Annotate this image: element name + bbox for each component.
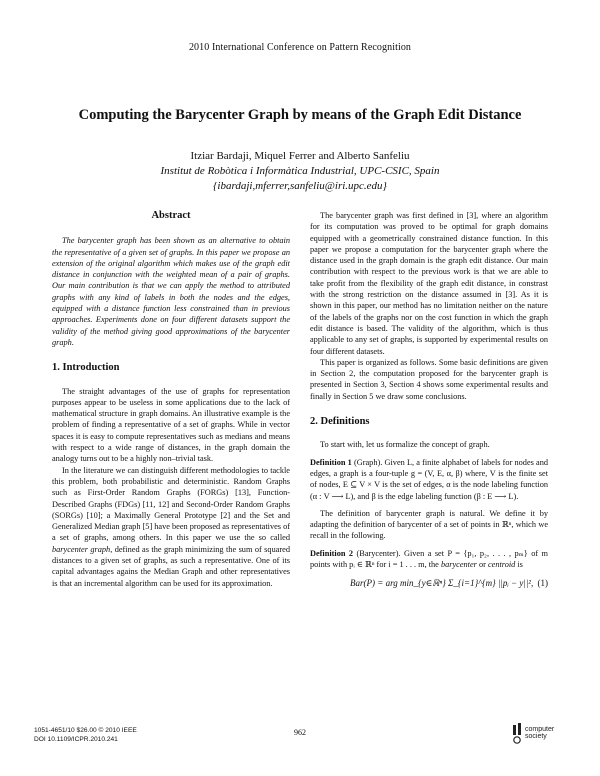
definition-2: [310, 548, 548, 571]
definition-2-mid: or: [476, 560, 488, 570]
computer-society-emblem-icon: [511, 723, 525, 745]
intro-paragraph-1: The straight advantages of the use of graphs for representation purposes appear to be useless in some applications due to the lack of mathematical structure in graph domains. An illustrative example is the problem of finding a representative of a set of graphs. While in vector spaces it is easy to compute representatives such as medians and means with respect to a wide range of distances, in the graph domain the analogy turns out to be a highly non–trivial task.: [52, 386, 290, 464]
definition-2-em-centroid: centroid: [487, 560, 516, 570]
footer-doi: DOI 10.1109/ICPR.2010.241: [34, 736, 118, 743]
conference-header: 2010 International Conference on Pattern Recognition: [188, 42, 412, 53]
logo-text-line-1: computer: [525, 726, 555, 733]
equation-1-body: Bar(P) = arg min_{y∈ℝⁿ} Σ_{i=1}^{m} ||pᵢ − y||²,: [350, 578, 534, 589]
definitions-intro: To start with, let us formalize the concept of graph.: [320, 440, 490, 450]
definition-2-text-b: is: [515, 560, 523, 570]
definition-2-em-barycenter: barycenter: [440, 560, 477, 570]
right-column: [310, 210, 548, 592]
equation-1: [310, 578, 548, 589]
right-paragraph-1: The barycenter graph was first defined in [3], where an algorithm for its computation was proved to be optimal for graph domains equipped with a geometrically constrained distance function. In this paper we propose a computation for the barycenter graph where the distance used in the graph domain is the graph edit distance. Our main contribution with respect to the previous work is that we are able to take profit from the flexibility of the graph edit distance, in constrast with the strong restriction on the distance assumed in [3]. As it is shown in this paper, our method has no limitation neither on the nature of the labels of the graphs nor on the cost function in which the graph edit distance is based. The validity of the algorithm, which is thus applicable to any set of graphs, is supported by experimental results on four different datasets.: [310, 211, 548, 356]
definition-2-name: (Barycenter).: [353, 548, 404, 558]
intro-p2-part-a: In the literature we can distinguish different methodologies to tackle this problem, both probabilistic and deterministic. Random Graphs such as First-Order Random Graphs (FORGs) [13], Function-Described Graphs (FDGs) [11, 12] and Second-Order Random Graphs (SORGs) [10]; a Maximally General Prototype [2] and the Set and Generalized Median graph [5] have been proposed as representatives of a set of graphs, among others. In this paper we use the so called: [52, 465, 290, 543]
logo-text: [525, 726, 554, 740]
paper-title: Computing the Barycenter Graph by means of the Graph Edit Distance: [78, 107, 522, 123]
definition-2-text-a: Given a set P = {p₁, p₂, . . . , pₘ} of m points with pᵢ ∈ ℝⁿ for i = 1 . . . m, the: [310, 548, 549, 570]
intro-p2-emphasis: barycenter graph: [52, 544, 111, 554]
intro-p2-part-b: , defined as the graph minimizing the sum of squared distances to a given set of graphs, as such a representative. One of its capital advantages agains the Median Graph and other representatives is that an incremental algorithm can be used for its approximation.: [52, 544, 290, 588]
definition-1: [310, 457, 548, 502]
abstract-text: The barycenter graph has been shown as an alternative to obtain the representative of a given set of graphs. In this paper we propose an extension of the original algorithm which makes use of the graph edit distance in conjunction with the weighted mean of a pair of graphs. Our main contribution is that we can apply the method to attributed graphs with any kind of labels in both the nodes and the edges, equipped with a distance function less constrained than in previous approaches. Experiments done on four different datasets support the validity of the method giving good approximations of the barycenter graph.: [52, 236, 290, 347]
page-number: 962: [294, 728, 306, 737]
left-column: [52, 210, 290, 589]
right-paragraph-2: This paper is organized as follows. Some basic definitions are given in Section 2, the computation proposed for the barycenter graph is presented in Section 3, Section 4 shows some experimental results and finally in Section 5 we draw some conclusions.: [310, 357, 548, 401]
author-block: [0, 149, 600, 194]
section-2-heading: 2. Definitions: [310, 416, 370, 428]
author-names: Itziar Bardaji, Miquel Ferrer and Alberto Sanfeliu: [190, 150, 410, 162]
logo-text-line-2: society: [525, 733, 547, 740]
author-email: {ibardaji,mferrer,sanfeliu@iri.upc.edu}: [213, 180, 387, 192]
author-affiliation: Institut de Robòtica i Informàtica Industrial, UPC-CSIC, Spain: [160, 165, 440, 177]
definition-1-label: Definition 1: [310, 457, 352, 467]
computer-society-logo: [511, 723, 571, 745]
section-1-heading: 1. Introduction: [52, 362, 120, 374]
definition-2-label: Definition 2: [310, 548, 354, 558]
equation-1-number: (1): [537, 578, 548, 589]
abstract-heading: Abstract: [151, 210, 191, 221]
footer-issn: 1051-4651/10 $26.00 © 2010 IEEE: [34, 727, 137, 734]
intro-paragraph-2: [52, 465, 290, 589]
definition-1-name: (Graph).: [351, 457, 385, 467]
barycenter-paragraph: The definition of barycenter graph is natural. We define it by adapting the definition of barycenter of a set of points in ℝⁿ, which we recall in the following.: [310, 508, 548, 541]
definition-1-text: Given L, a finite alphabet of labels for nodes and edges, a graph is a four-tuple g = (V, E, α, β) where, V is the finite set of nodes, E ⊆ V × V is the set of edges, α is the node labeling function (α : V ⟶ L), and β is the edge labeling function (β : E ⟶ L).: [310, 457, 549, 501]
